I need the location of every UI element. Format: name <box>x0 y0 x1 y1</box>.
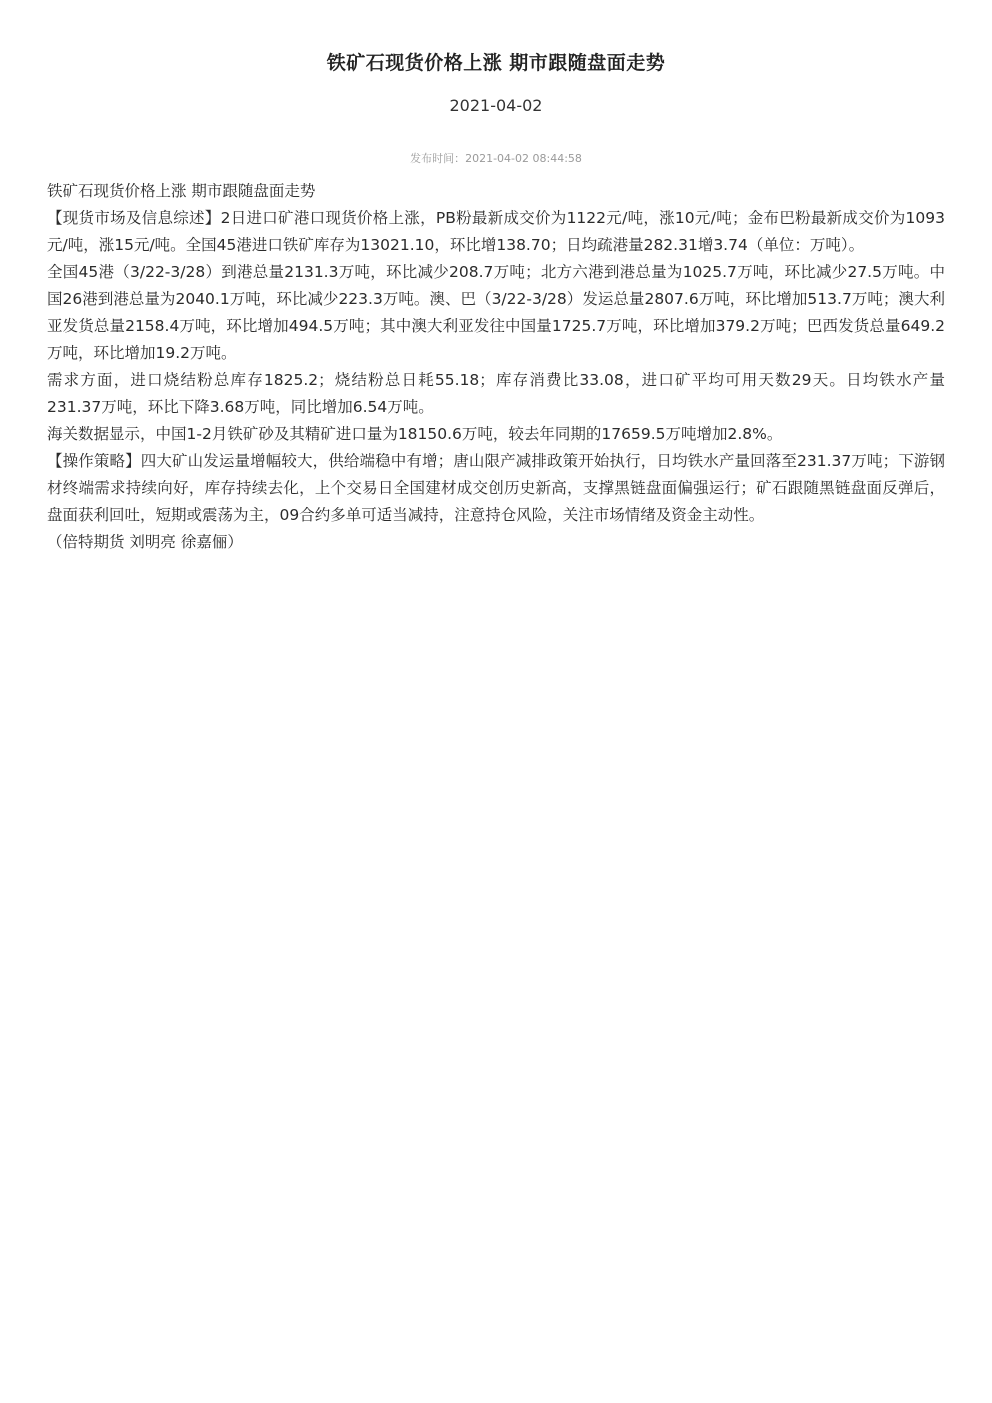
paragraph-strategy: 【操作策略】四大矿山发运量增幅较大，供给端稳中有增；唐山限产减排政策开始执行，日均铁水产量回落至231.37万吨；下游钢材终端需求持续向好，库存持续去化，上个交易日全国建材成交创历史新高，支撑黑链盘面偏强运行；矿石跟随黑链盘面反弹后，盘面获利回吐，短期或震荡为主，09合约多单可适当减持，注意持仓风险，关注市场情绪及资金主动性。 <box>47 452 945 524</box>
paragraph-heading: 铁矿石现货价格上涨 期市跟随盘面走势 <box>47 182 316 200</box>
paragraph-customs: 海关数据显示，中国1-2月铁矿砂及其精矿进口量为18150.6万吨，较去年同期的17659.5万吨增加2.8%。 <box>47 425 783 443</box>
paragraph-byline: （倍特期货 刘明亮 徐嘉俪） <box>47 533 243 551</box>
article-body <box>47 178 945 556</box>
publish-time: 发布时间：2021-04-02 08:44:58 <box>410 152 582 165</box>
paragraph-port-arrivals: 全国45港（3/22-3/28）到港总量2131.3万吨，环比减少208.7万吨；北方六港到港总量为1025.7万吨，环比减少27.5万吨。中国26港到港总量为2040.1万吨，环比减少223.3万吨。澳、巴（3/22-3/28）发运总量2807.6万吨，环比增加513.7万吨；澳大利亚发货总量2158.4万吨，环比增加494.5万吨；其中澳大利亚发往中国量1725.7万吨，环比增加379.2万吨；巴西发货总量649.2万吨，环比增加19.2万吨。 <box>47 263 945 362</box>
paragraph-spot-market: 【现货市场及信息综述】2日进口矿港口现货价格上涨，PB粉最新成交价为1122元/吨，涨10元/吨；金布巴粉最新成交价为1093元/吨，涨15元/吨。全国45港进口铁矿库存为13021.10，环比增138.70；日均疏港量282.31增3.74（单位：万吨）。 <box>47 209 945 254</box>
article-title: 铁矿石现货价格上涨 期市跟随盘面走势 <box>326 52 666 74</box>
article-date: 2021-04-02 <box>449 96 543 115</box>
paragraph-demand: 需求方面，进口烧结粉总库存1825.2；烧结粉总日耗55.18；库存消费比33.08，进口矿平均可用天数29天。日均铁水产量231.37万吨，环比下降3.68万吨，同比增加6.54万吨。 <box>47 371 945 416</box>
